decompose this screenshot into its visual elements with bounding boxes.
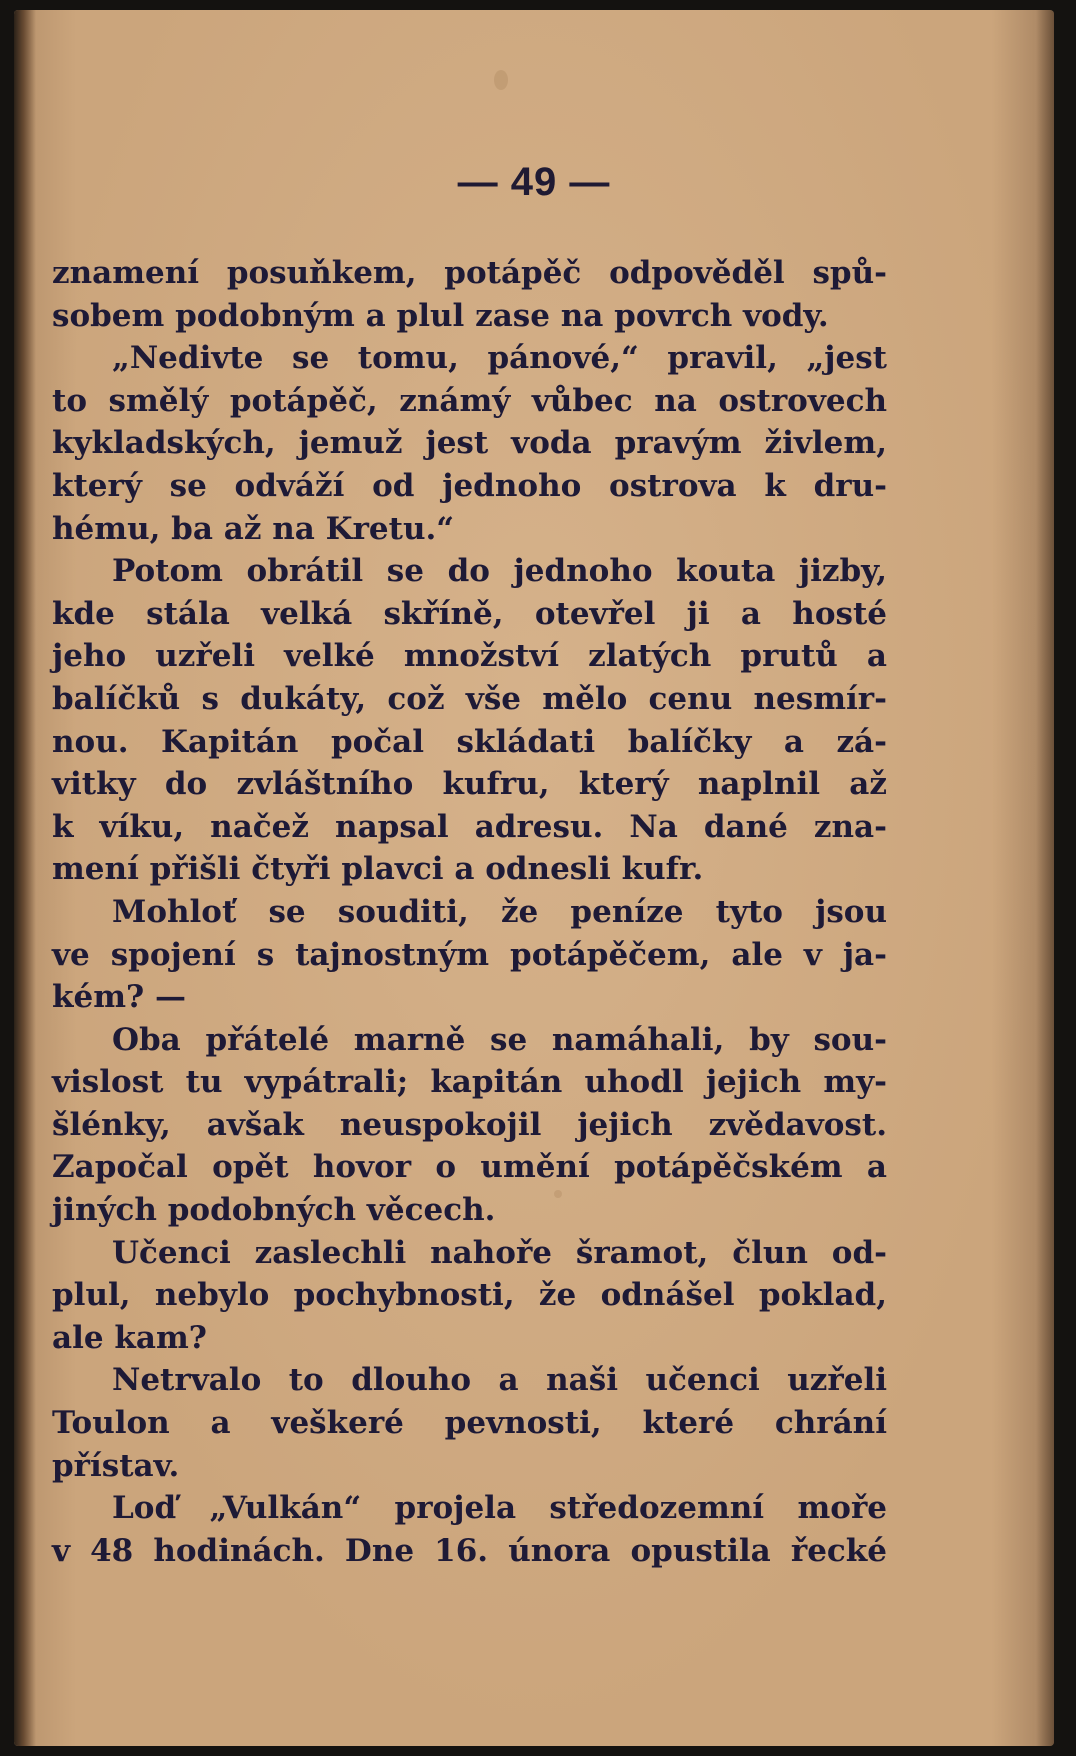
paragraph	[52, 1487, 887, 1572]
text-line: nou. Kapitán počal skládati balíčky a zá-	[52, 723, 887, 760]
text-line: Započal opět hovor o umění potápěčském a	[52, 1149, 887, 1186]
book-page	[14, 10, 1054, 1746]
text-line: vislost tu vypátrali; kapitán uhodl jejich my-	[52, 1064, 887, 1101]
text-line: kém? —	[52, 979, 186, 1016]
text-line: Oba přátelé marně se namáhali, by sou-	[112, 1021, 887, 1058]
text-line: to smělý potápěč, známý vůbec na ostrovech	[52, 382, 887, 419]
text-line: vitky do zvláštního kufru, který naplnil až	[52, 766, 887, 803]
text-line: Toulon a veškeré pevnosti, které chrání	[52, 1405, 887, 1442]
text-line: „Nedivte se tomu, pánové,“ pravil, „jest	[112, 340, 887, 377]
text-line: k víku, načež napsal adresu. Na dané zna-	[52, 808, 887, 845]
text-line: jiných podobných věcech.	[52, 1192, 496, 1229]
text-line: kde stála velká skříně, otevřel ji a hosté	[52, 595, 887, 632]
text-line: přístav.	[52, 1447, 180, 1484]
paragraph	[52, 891, 887, 1019]
text-line: sobem podobným a plul zase na povrch vody.	[52, 297, 829, 334]
paper-stain	[494, 70, 508, 90]
text-line: hému, ba až na Kretu.“	[52, 510, 455, 547]
page-edge-shadow	[1036, 10, 1054, 1746]
text-line: v 48 hodinách. Dne 16. února opustila řecké	[52, 1532, 887, 1569]
text-line: Učenci zaslechli nahoře šramot, člun od-	[112, 1234, 887, 1271]
text-line: Potom obrátil se do jednoho kouta jizby,	[112, 553, 887, 590]
text-line: Mohloť se souditi, že peníze tyto jsou	[112, 893, 887, 930]
text-line: Loď „Vulkán“ projela středozemní moře	[112, 1490, 887, 1527]
book-spine-shadow	[14, 10, 36, 1746]
text-line: šlénky, avšak neuspokojil jejich zvědavost.	[52, 1106, 887, 1143]
paragraph	[52, 252, 887, 337]
paragraph	[52, 1019, 887, 1232]
text-line: kykladských, jemuž jest voda pravým živlem,	[52, 425, 887, 462]
paragraph	[52, 1232, 887, 1360]
text-line: znamení posuňkem, potápěč odpověděl spů-	[52, 255, 887, 291]
text-line: ve spojení s tajnostným potápěčem, ale v ja-	[52, 936, 887, 973]
text-line: jeho uzřeli velké množství zlatých prutů a	[52, 638, 887, 675]
page-number: — 49 —	[457, 160, 611, 204]
paragraph	[52, 1359, 887, 1487]
text-line: Netrvalo to dlouho a naši učenci uzřeli	[112, 1362, 887, 1399]
paragraph	[52, 337, 887, 550]
text-line: plul, nebylo pochybnosti, že odnášel poklad,	[52, 1277, 887, 1314]
text-line: ale kam?	[52, 1319, 207, 1356]
text-line: mení přišli čtyři plavci a odnesli kufr.	[52, 851, 704, 888]
text-line: který se odváží od jednoho ostrova k dru-	[52, 467, 887, 504]
body-text	[52, 252, 887, 1572]
text-line: balíčků s dukáty, což vše mělo cenu nesmír-	[52, 680, 887, 717]
paragraph	[52, 550, 887, 891]
